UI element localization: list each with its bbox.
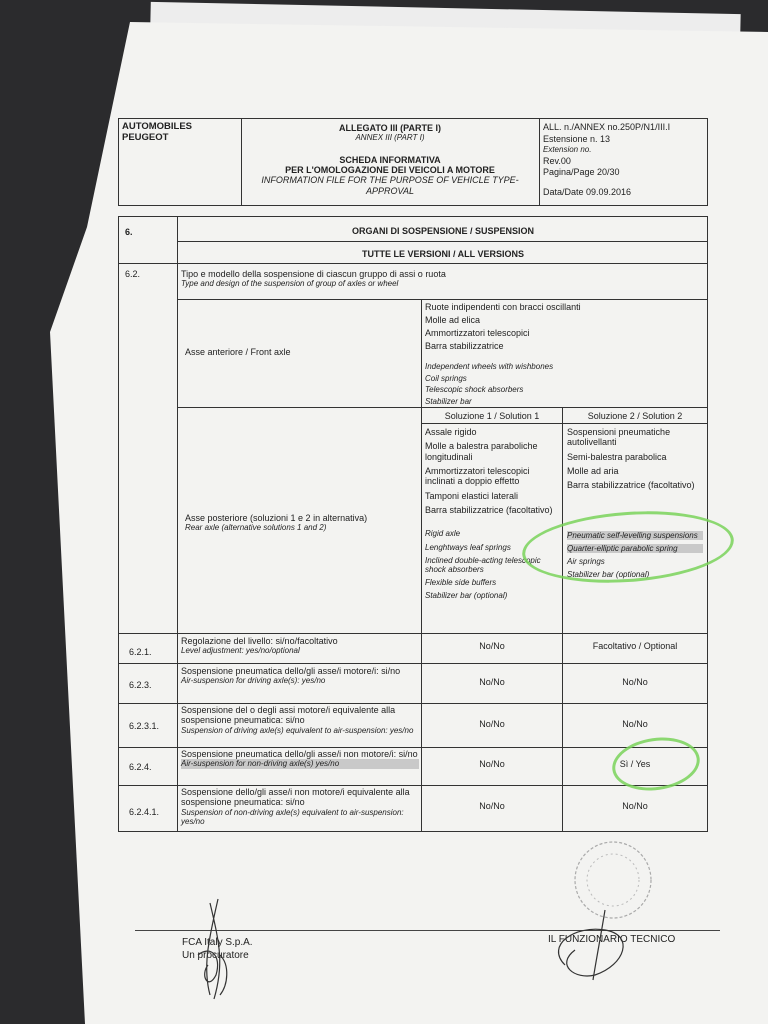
- row-6-2-3-desc: [181, 666, 419, 686]
- sol1-it-2: Ammortizzatori telescopici inclinati a doppio effetto: [425, 466, 530, 487]
- section-title: ORGANI DI SOSPENSIONE / SUSPENSION: [351, 226, 535, 236]
- sol2-en-1: Quarter-elliptic parabolic spring: [567, 544, 703, 553]
- row-6-2-4-sol1: No/No: [479, 759, 505, 769]
- front-it-2: Ammortizzatori telescopici: [425, 328, 530, 339]
- date: Data/Date 09.09.2016: [543, 187, 632, 198]
- sol1-it-1: Molle a balestra paraboliche longitudinali: [425, 441, 538, 462]
- footer-right: IL FUNZIONARIO TECNICO: [548, 934, 676, 945]
- sol1-en-4: Stabilizer bar (optional): [425, 591, 508, 601]
- row-6-2-4-1-number: 6.2.4.1.: [129, 807, 160, 817]
- front-it-0: Ruote indipendenti con bracci oscillanti: [425, 302, 581, 312]
- row-6-2-1-desc: [181, 636, 419, 656]
- annex-ref: ALL. n./ANNEX no.250P/N1/III.I: [543, 122, 671, 132]
- front-axle-label: Asse anteriore / Front axle: [185, 347, 291, 357]
- sol1-en-2: Inclined double-acting telescopic shock absorbers: [425, 555, 541, 574]
- title-it-2: PER L'OMOLOGAZIONE DEI VEICOLI A MOTORE: [285, 164, 495, 175]
- extension: Estensione n. 13: [543, 133, 611, 144]
- row-6-2-1-desc-en: Level adjustment: yes/no/optional: [181, 646, 300, 656]
- rear-axle-label-en: Rear axle (alternative solutions 1 and 2): [185, 523, 327, 533]
- item-6-2-number: 6.2.: [125, 269, 141, 279]
- sol1-en-0: Rigid axle: [425, 529, 461, 539]
- row-6-2-4-sol2: Sì / Yes: [619, 759, 651, 769]
- annex-en: ANNEX III (PART I): [355, 133, 425, 143]
- row-6-2-3-1-number: 6.2.3.1.: [129, 721, 160, 731]
- row-6-2-3-1-sol2: No/No: [622, 719, 648, 729]
- header-title-block: [243, 123, 537, 196]
- rear-axle-label: [185, 513, 417, 533]
- sol2-it-0: Sospensioni pneumatiche autolivellanti: [567, 427, 671, 448]
- row-6-2-4-number: 6.2.4.: [129, 762, 152, 772]
- row-6-2-3-sol1: No/No: [479, 677, 505, 687]
- front-en-3: Stabilizer bar: [425, 396, 472, 406]
- front-it-1: Molle ad elica: [425, 315, 481, 326]
- revision: Rev.00: [543, 155, 571, 166]
- sol1-it-0: Assale rigido: [425, 427, 477, 437]
- header-table: [118, 118, 708, 206]
- sol1-it-4: Barra stabilizzatrice (facoltativo): [425, 505, 553, 516]
- row-6-2-4-1-desc-en: Suspension of non-driving axle(s) equivalent to air-suspension: yes/no: [181, 807, 404, 826]
- row-6-2-3-sol2: No/No: [622, 677, 648, 687]
- annex-it: ALLEGATO III (PARTE I): [339, 123, 441, 133]
- rear-axle-label-it: Asse posteriore (soluzioni 1 e 2 in alternativa): [185, 513, 368, 523]
- item-6-2-title: [181, 269, 701, 289]
- front-en-0: Independent wheels with wishbones: [425, 362, 554, 372]
- extension-en: Extension no.: [543, 145, 592, 155]
- sol2-it-3: Barra stabilizzatrice (facoltativo): [567, 480, 695, 491]
- solution-1-header: Soluzione 1 / Solution 1: [444, 411, 540, 421]
- company-name: AUTOMOBILES PEUGEOT: [122, 121, 193, 143]
- row-6-2-4-1-desc-it: Sospensione dello/gli asse/i non motore/i equivalente alla sospensione pneumatica: si/no: [181, 787, 410, 808]
- section-versions: TUTTE LE VERSIONI / ALL VERSIONS: [361, 249, 525, 259]
- item-6-2-title-en: Type and design of the suspension of group of axles or wheel: [181, 279, 399, 289]
- solution-2-header: Soluzione 2 / Solution 2: [587, 411, 683, 421]
- row-6-2-3-desc-it: Sospensione pneumatica dello/gli asse/i motore/i: si/no: [181, 666, 401, 676]
- signature-left-icon: [180, 895, 260, 1005]
- header-ref-block: [543, 122, 708, 199]
- row-6-2-3-number: 6.2.3.: [129, 680, 152, 690]
- title-en: INFORMATION FILE FOR THE PURPOSE OF VEHICLE TYPE-APPROVAL: [261, 175, 519, 196]
- sol2-it-1: Semi-balestra parabolica: [567, 451, 667, 462]
- row-6-2-4-1-sol2: No/No: [622, 801, 648, 811]
- row-6-2-3-desc-en: Air-suspension for driving axle(s): yes/no: [181, 676, 326, 686]
- row-6-2-4-desc: [181, 749, 419, 769]
- row-6-2-1-desc-it: Regolazione del livello: si/no/facoltativo: [181, 636, 338, 646]
- row-6-2-3-1-desc-it: Sospensione del o degli assi motore/i equivalente alla sospensione pneumatica: si/no: [181, 705, 396, 726]
- solution-1-details: [425, 427, 559, 605]
- stamp-icon: [568, 835, 658, 925]
- row-6-2-3-1-sol1: No/No: [479, 719, 505, 729]
- sol2-en-2: Air springs: [567, 557, 605, 567]
- section-number: 6.: [125, 227, 133, 237]
- row-6-2-4-1-desc: [181, 787, 419, 826]
- sol2-en-0: Pneumatic self-levelling suspensions: [567, 531, 703, 540]
- footer-procurator: Un procuratore: [182, 950, 249, 961]
- row-6-2-4-desc-en: Air-suspension for non-driving axle(s) yes/no: [181, 759, 419, 768]
- front-en-2: Telescopic shock absorbers: [425, 385, 524, 395]
- sol1-en-3: Flexible side buffers: [425, 578, 497, 588]
- row-6-2-1-sol1: No/No: [479, 641, 505, 651]
- row-6-2-4-desc-it: Sospensione pneumatica dello/gli asse/i non motore/i: si/no: [181, 749, 418, 759]
- sol1-it-3: Tamponi elastici laterali: [425, 490, 519, 501]
- row-6-2-1-sol2: Facoltativo / Optional: [592, 641, 678, 651]
- footer-company: FCA Italy S.p.A.: [182, 937, 253, 948]
- front-axle-details: [425, 301, 705, 408]
- sol1-en-1: Lenghtways leaf springs: [425, 542, 511, 552]
- title-it-1: SCHEDA INFORMATIVA: [339, 154, 441, 165]
- row-6-2-3-1-desc-en: Suspension of driving axle(s) equivalent to air-suspension: yes/no: [181, 725, 414, 735]
- sol2-it-2: Molle ad aria: [567, 466, 619, 477]
- row-6-2-4-1-sol1: No/No: [479, 801, 505, 811]
- page-number: Pagina/Page 20/30: [543, 167, 620, 178]
- item-6-2-title-it: Tipo e modello della sospensione di ciascun gruppo di assi o ruota: [181, 269, 446, 279]
- front-en-1: Coil springs: [425, 373, 467, 383]
- sol2-en-3: Stabilizer bar (optional): [567, 570, 650, 580]
- row-6-2-3-1-desc: [181, 705, 419, 735]
- front-it-3: Barra stabilizzatrice: [425, 341, 504, 352]
- row-6-2-1-number: 6.2.1.: [129, 647, 152, 657]
